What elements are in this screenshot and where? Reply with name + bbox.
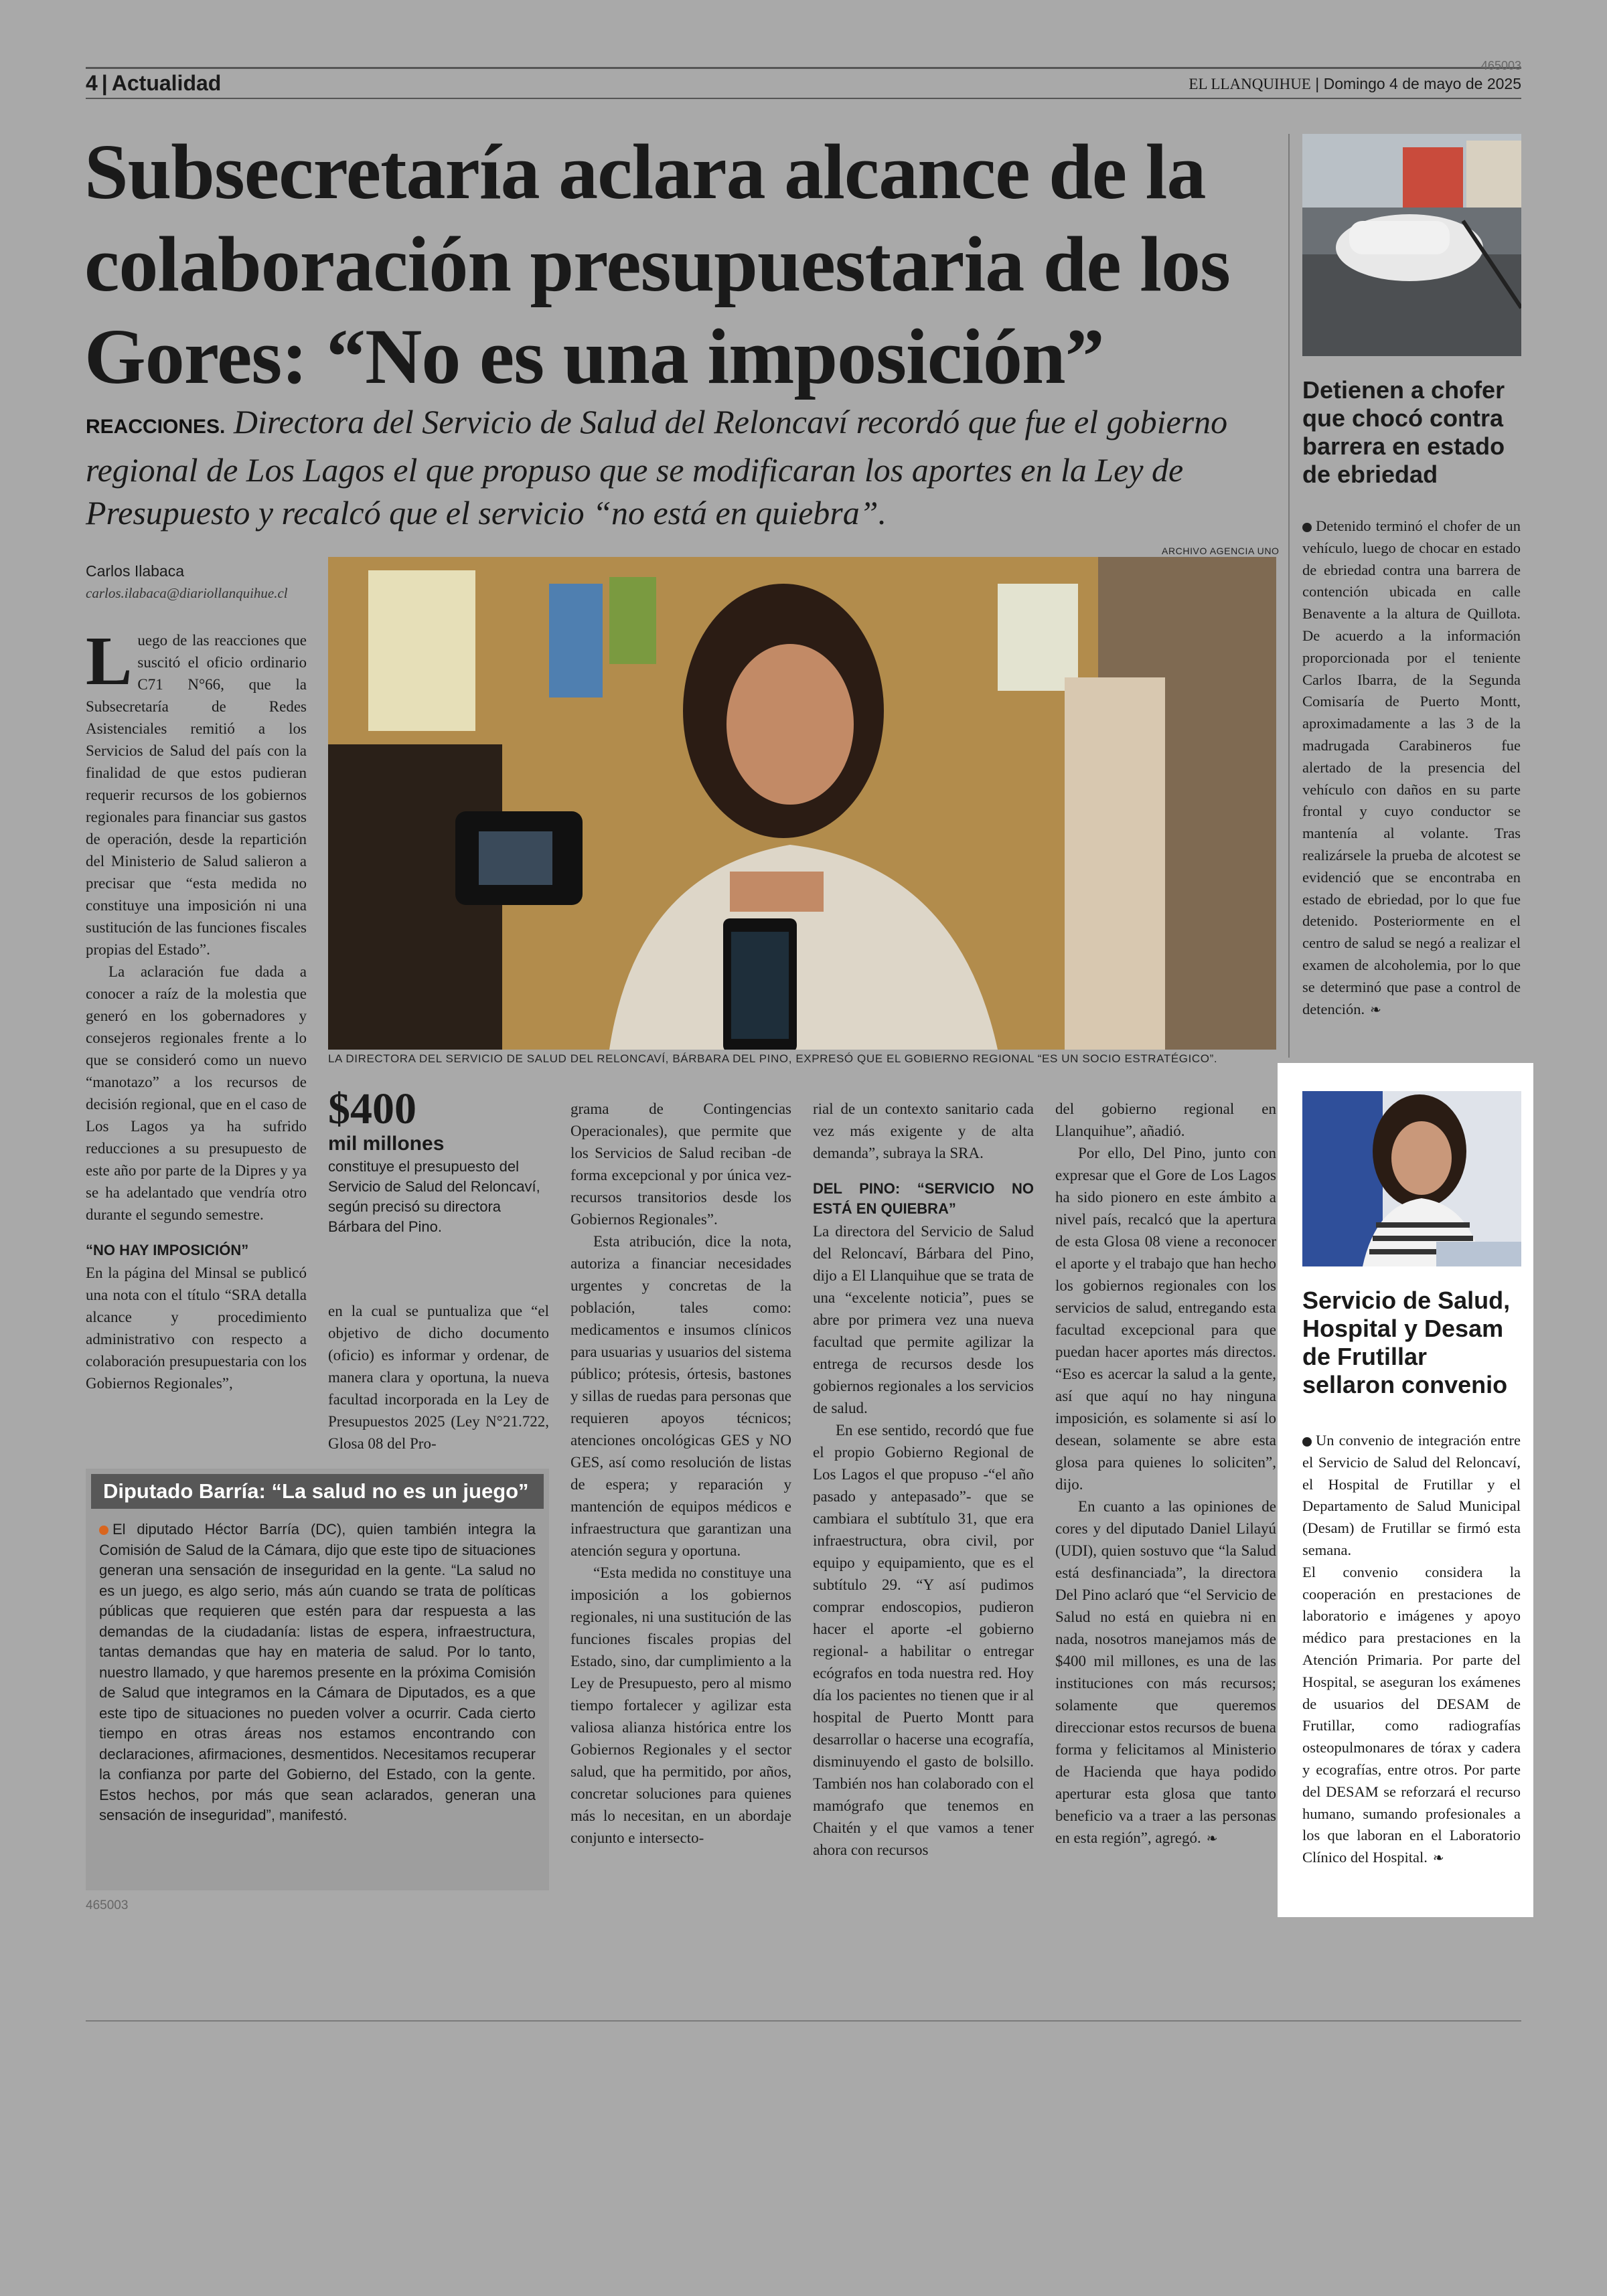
bullet-icon	[1302, 1437, 1312, 1447]
stat-unit: mil millones	[328, 1133, 445, 1155]
article-column-1	[86, 623, 307, 1394]
sidebar2-paragraph-1: Un convenio de integración entre el Servicio de Salud del Reloncaví, el Hospital de Frutillar y el Departamento de Salud Municipal (Desam) de Frutillar se firmó esta semana.	[1302, 1432, 1521, 1558]
director-photo	[1302, 1091, 1521, 1266]
header-rule-bottom	[86, 98, 1521, 99]
quote-box-title: Diputado Barría: “La salud no es un juego”	[91, 1474, 544, 1509]
sidebar1-headline: Detienen a chofer que chocó contra barrera en estado de ebriedad	[1302, 376, 1505, 488]
page-number: 4 | Actualidad	[86, 71, 222, 95]
col2-paragraph-1: en la cual se puntualiza que “el objetivo de dicho documento (oficio) es informar y ordenar, de manera clara y oportuna, la nueva facultad incorporada en la Ley de Presupuestos 2025 (Ley N°21.722, Glosa 08 del Pro-	[328, 1303, 549, 1452]
photo-credit: ARCHIVO AGENCIA UNO	[1162, 546, 1280, 556]
col1-paragraph-2: La aclaración fue dada a conocer a raíz de la molestia que generó en los gobernadores y consejeros regionales frente a lo que se consideró como un nuevo “manotazo” a los recursos de decisión regional, que en el caso de Los Lagos ya ha sufrido reducciones a su presupuesto de este año por parte de la Dipres y ya se ha adelantado que vendría otro durante el segundo semestre.	[86, 963, 307, 1223]
article-column-4	[813, 1098, 1034, 1861]
publication-date: Domingo 4 de mayo de 2025	[1323, 75, 1521, 92]
page-number-text: 4	[86, 71, 98, 95]
col3-paragraph-2: Esta atribución, dice la nota, autoriza a financiar necesidades urgentes y concretas de la población, tales como: medicamentos e insumos clínicos para usuarias y usuarios del sistema público; prótesis, órtesis, bastones y sillas de ruedas para personas que requieren apoyos técnicos; atenciones oncológicas GES y NO GES, así como resolución de listas de espera; y reparación y mantención de equipos médicos e infraestructura que garantizan una atención segura y oportuna.	[570, 1233, 791, 1559]
sidebar1-text: Detenido terminó el chofer de un vehículo, luego de chocar en estado de ebriedad contra una barrera de contención ubicada en calle Benavente a la altura de Quillota. De acuerdo a la información proporcionada por el teniente Carlos Ibarra, de la Segunda Comisaría de Puerto Montt, aproximadamente a las 3 de la madrugada Carabineros fue alertado de la presencia del vehículo con daños en su parte frontal y cuyo conductor se mantenía al volante. Tras realizársele la prueba de alcotest se evidenció que se encontraba en estado de ebriedad, por lo que fue detenido. Posteriormente en el centro de salud se negó a realizar el examen de alcoholemia, por lo que se determinó que pase a control de detención.	[1302, 517, 1521, 1017]
subhead-del-pino: DEL PINO: “SERVICIO NO ESTÁ EN QUIEBRA”	[813, 1180, 1034, 1217]
sidebar1-body	[1302, 515, 1521, 1021]
col5-paragraph-1: del gobierno regional en Llanquihue”, añadió.	[1055, 1100, 1276, 1139]
bullet-icon	[1302, 523, 1312, 532]
section-name: Actualidad	[111, 71, 222, 95]
director-photo-illustration	[1302, 1091, 1521, 1266]
crash-photo	[1302, 134, 1521, 356]
header-rule-top	[86, 67, 1521, 69]
col3-paragraph-3: “Esta medida no constituye una imposición a los gobiernos regionales, ni una sustitución de las funciones fiscales propias del Estado, sino, dar cumplimiento a la Ley de Presupuesto, pero al mismo tiempo fortalecer y agilizar esta valiosa alianza histórica entre los Gobiernos Regionales y el sector salud, que ha permitido, por años, concretar soluciones para quienes más lo necesitan, en un abordaje conjunto e intersecto-	[570, 1564, 791, 1846]
col5-paragraph-2: Por ello, Del Pino, junto con expresar que el Gore de Los Lagos ha sido pionero en este ámbito a nivel país, recalcó que la apertura de esta Glosa 08 viene a reconocer el aporte y el trabajo que han hecho los gobiernos regionales con los servicios de salud, entregando esta facultad excepcional para que puedan hacer aportes más directos. “Eso es acercar la salud a la gente, así que aquí no hay ninguna imposición, es solamente si así lo desean, solamente se abre esta glosa para quienes lo soliciten”, dijo.	[1055, 1145, 1276, 1493]
bullet-icon	[99, 1526, 108, 1535]
author-name: Carlos Ilabaca	[86, 562, 185, 580]
page-code-top: 465003	[1480, 59, 1521, 72]
quote-box	[86, 1469, 549, 1890]
col1-paragraph-1: uego de las reacciones que suscitó el oficio ordinario C71 N°66, que la Subsecretaría de Redes Asistenciales remitió a los Servicios de Salud del país con la finalidad de que estos pudieran requerir recursos de los gobiernos regionales para financiar sus gastos de operación, desde la repartición del Ministerio de Salud salieron a precisar que “esta medida no constituye una imposición ni una sustitución de las funciones fiscales propias del Estado”.	[86, 632, 307, 958]
quote-box-body	[86, 1509, 549, 1826]
col4-paragraph-3: En ese sentido, recordó que fue el propio Gobierno Regional de Los Lagos el que propuso -“el año pasado y antepasado”- que se cambiara el subtítulo 31, que era infraestructura, obra civil, por equipo y equipamiento, que es el subtítulo 29. “Y así pudimos comprar endoscopios, pudieron hacer el aporte -el gobierno regional- a habilitar o entregar ecógrafos en toda nuestra red. Hoy día los pacientes no tienen que ir al hospital de Puerto Montt para desarrollar o hacerse una ecografía, disminuyendo el gasto de bolsillo. También nos han colaborado con el mamógrafo que tenemos en Chaitén y el que vamos a tener ahora con recursos	[813, 1422, 1034, 1858]
stat-value: $400	[328, 1084, 416, 1133]
quote-box-text: El diputado Héctor Barría (DC), quien también integra la Comisión de Salud de la Cámara, dijo que este tipo de situaciones generan una sensación de inseguridad en la gente. “La salud no es un juego, es algo serio, más aún cuando se trata de políticas públicas que requieren que estén para dar respuesta a las demandas de la ciudadanía: listas de espera, infraestructura, tantas demandas que hay en materia de salud. Por lo tanto, nuestro llamado, y que haremos presente en la próxima Comisión de Salud que integramos en la Cámara de Diputados, es a que este tipo de situaciones no pueden volver a ocurrir. Cada cierto tiempo en otras áreas nos estamos encontrando con declaraciones, afirmaciones, desmentidos. Necesitamos recuperar la confianza por parte del Gobierno, del Estado, con la gente. Estos hechos, por más que sean aclarados, generan una sensación de inseguridad”, manifestó.	[99, 1521, 536, 1823]
sidebar2-paragraph-2: El convenio considera la cooperación en prestaciones de laboratorio e imágenes y apoyo médico para prestaciones en la Atención Primaria. Por parte del Hospital, se aseguran los exámenes de usuarios del DESAM de Frutillar, como radiografías osteopulmonares de tórax y cadera y ecografías, entre otros. Por parte del DESAM se reforzará el recurso humano, sumando profesionales a los que laboran en el Laboratorio Clínico del Hospital.	[1302, 1563, 1521, 1866]
article-column-5	[1055, 1098, 1276, 1850]
kicker: REACCIONES.	[86, 416, 226, 438]
footer-rule	[86, 2020, 1521, 2022]
author-email: carlos.ilabaca@diariollanquihue.cl	[86, 585, 288, 601]
sidebar2-headline: Servicio de Salud, Hospital y Desam de Frutillar sellaron convenio	[1302, 1287, 1511, 1398]
subhead-no-hay-imposicion: “NO HAY IMPOSICIÓN”	[86, 1242, 249, 1258]
col5-paragraph-3-text: En cuanto a las opiniones de cores y del diputado Daniel Lilayú (UDI), quien sostuvo que “la Salud está desfinanciada”, la directora Del Pino aclaró que “el Servicio de Salud no está en quiebra ni en nada, nosotros manejamos más de $400 mil millones, es una de las instituciones con más recursos; solamente que queremos direccionar estos recursos de buena forma y felicitamos al Ministerio de Hacienda que haya podido aperturar esta glosa que tanto beneficio va a traer a las personas en esta región”, agregó.	[1055, 1498, 1276, 1846]
end-mark-icon: ❧	[1432, 1851, 1444, 1866]
col4-paragraph-2: La directora del Servicio de Salud del Reloncaví, Bárbara del Pino, dijo a El Llanquihue que se trata de una “excelente noticia”, pues se abre por primera vez una nueva facultad que permite agilizar la entrega de recursos desde los gobiernos regionales a los servicios de salud.	[813, 1223, 1034, 1416]
end-mark-icon: ❧	[1206, 1831, 1218, 1846]
main-photo	[328, 557, 1276, 1050]
drop-cap: L	[86, 623, 133, 700]
stat-block	[328, 1086, 549, 1237]
col1-paragraph-3: En la página del Minsal se publicó una nota con el título “SRA detalla alcance y procedimiento administrativo con respecto a colaboración presupuestaria con los Gobiernos Regionales”,	[86, 1264, 307, 1392]
main-headline: Subsecretaría aclara alcance de la colaboración presupuestaria de los Gores: “No es una imposición”	[84, 128, 1230, 400]
end-mark-icon: ❧	[1370, 1002, 1381, 1017]
sidebar-divider	[1288, 134, 1290, 1058]
main-photo-illustration	[328, 557, 1276, 1050]
article-column-3	[570, 1098, 791, 1849]
col5-paragraph-3	[1055, 1495, 1276, 1850]
sidebar2-body	[1302, 1430, 1521, 1870]
page-code-bottom: 465003	[86, 1898, 129, 1912]
publication-name: EL LLANQUIHUE	[1189, 76, 1311, 92]
col4-paragraph-1: rial de un contexto sanitario cada vez más exigente y de alta demanda”, subraya la SRA.	[813, 1100, 1034, 1161]
deck-text: Directora del Servicio de Salud del Reloncaví recordó que fue el gobierno regional de Los Lagos el que propuso que se modificaran los aportes en la Ley de Presupuesto y recalcó que el servicio “no está en quiebra”.	[86, 403, 1228, 531]
stat-text: constituye el presupuesto del Servicio de Salud del Reloncaví, según precisó su directora Bárbara del Pino.	[328, 1158, 540, 1235]
photo-caption: LA DIRECTORA DEL SERVICIO DE SALUD DEL RELONCAVÍ, BÁRBARA DEL PINO, EXPRESÓ QUE EL GOBIERNO REGIONAL “ES UN SOCIO ESTRATÉGICO”.	[328, 1052, 1218, 1065]
publication-line: EL LLANQUIHUE | Domingo 4 de mayo de 2025	[1189, 75, 1521, 92]
deck	[86, 400, 1264, 534]
crash-photo-illustration	[1302, 134, 1521, 356]
sidebar2-box	[1278, 1063, 1533, 1917]
col3-paragraph-1: grama de Contingencias Operacionales), que permite que los Servicios de Salud reciban -de forma excepcional y por única vez- recursos transitorios desde los Gobiernos Regionales”.	[570, 1100, 791, 1228]
article-column-2	[328, 1300, 549, 1455]
